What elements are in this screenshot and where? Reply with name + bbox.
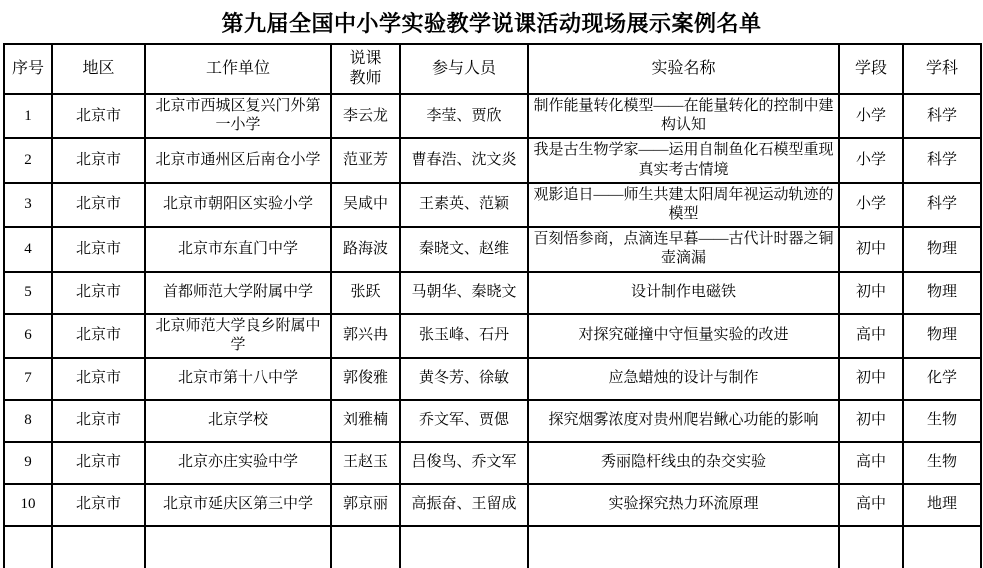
cell-region: 北京市: [52, 358, 145, 400]
table-row: [4, 183, 981, 227]
cell-experiment-name: [528, 526, 839, 568]
header-participants-label: 参与人员: [431, 59, 496, 77]
cell-school-stage: 初中: [839, 358, 903, 400]
cell-serial: 3: [4, 183, 52, 227]
table-body: [4, 94, 981, 526]
cell-serial: 10: [4, 484, 52, 526]
cell-work-unit: 北京市第十八中学: [145, 358, 331, 400]
table-row: [4, 138, 981, 182]
cell-lecture-teacher: 郭京丽: [331, 484, 400, 526]
page-title: 第九届全国中小学实验教学说课活动现场展示案例名单: [221, 11, 762, 36]
header-school-stage: [839, 44, 903, 94]
cell-region: 北京市: [52, 442, 145, 484]
cell-region: 北京市: [52, 400, 145, 442]
cell-work-unit: 北京市东直门中学: [145, 227, 331, 271]
cell-work-unit: 北京学校: [145, 400, 331, 442]
cell-serial: 8: [4, 400, 52, 442]
cell-region: 北京市: [52, 272, 145, 314]
header-subject-label: 学科: [925, 59, 958, 77]
case-list-table: [3, 43, 982, 568]
cell-serial: 1: [4, 94, 52, 138]
cell-participants: 吕俊鸟、乔文军: [400, 442, 528, 484]
table-row: [4, 442, 981, 484]
table-row: [4, 272, 981, 314]
table-header: [4, 44, 981, 94]
header-work-unit-label: 工作单位: [205, 59, 270, 77]
cell-school-stage: [839, 526, 903, 568]
cell-serial: 2: [4, 138, 52, 182]
cell-work-unit: 北京市朝阳区实验小学: [145, 183, 331, 227]
cell-subject: 生物: [903, 442, 981, 484]
cell-school-stage: 小学: [839, 94, 903, 138]
cell-region: 北京市: [52, 484, 145, 526]
cell-region: 北京市: [52, 227, 145, 271]
cell-participants: 黄冬芳、徐敏: [400, 358, 528, 400]
cell-subject: 地理: [903, 484, 981, 526]
cell-region: 北京市: [52, 314, 145, 358]
table-row: [4, 227, 981, 271]
cell-serial: 5: [4, 272, 52, 314]
cell-school-stage: 小学: [839, 138, 903, 182]
cell-region: 北京市: [52, 138, 145, 182]
cell-lecture-teacher: 刘雅楠: [331, 400, 400, 442]
cell-participants: 曹春浩、沈文炎: [400, 138, 528, 182]
cell-subject: 生物: [903, 400, 981, 442]
cell-participants: 高振奋、王留成: [400, 484, 528, 526]
cell-subject: [903, 526, 981, 568]
cell-participants: 秦晓文、赵维: [400, 227, 528, 271]
header-work-unit: [145, 44, 331, 94]
cell-lecture-teacher: 王赵玉: [331, 442, 400, 484]
cell-experiment-name: 百刻悟参商，点滴连早暮——古代计时器之铜壶滴漏: [528, 227, 839, 271]
cell-region: [52, 526, 145, 568]
cell-serial: [4, 526, 52, 568]
cell-subject: 化学: [903, 358, 981, 400]
cell-lecture-teacher: 郭俊雅: [331, 358, 400, 400]
cell-work-unit: 首都师范大学附属中学: [145, 272, 331, 314]
header-serial-label: 序号: [11, 59, 44, 77]
table-row: [4, 358, 981, 400]
cell-lecture-teacher: 路海波: [331, 227, 400, 271]
header-region: [52, 44, 145, 94]
header-serial: [4, 44, 52, 94]
cell-serial: 6: [4, 314, 52, 358]
partial-next-row: [4, 526, 981, 568]
cell-work-unit: 北京市西城区复兴门外第一小学: [145, 94, 331, 138]
cell-work-unit: 北京亦庄实验中学: [145, 442, 331, 484]
cell-lecture-teacher: 吴咸中: [331, 183, 400, 227]
cell-serial: 9: [4, 442, 52, 484]
header-lecture-teacher-label: 说课教师: [349, 49, 382, 87]
header-region-label: 地区: [82, 59, 115, 77]
cell-serial: 7: [4, 358, 52, 400]
cell-experiment-name: 探究烟雾浓度对贵州爬岩鳅心功能的影响: [528, 400, 839, 442]
cell-participants: 李莹、贾欣: [400, 94, 528, 138]
table-row: [4, 314, 981, 358]
cell-school-stage: 高中: [839, 484, 903, 526]
cell-experiment-name: 制作能量转化模型——在能量转化的控制中建构认知: [528, 94, 839, 138]
header-subject: [903, 44, 981, 94]
cell-subject: 科学: [903, 183, 981, 227]
cell-subject: 科学: [903, 138, 981, 182]
cell-work-unit: 北京市通州区后南仓小学: [145, 138, 331, 182]
cell-experiment-name: 应急蜡烛的设计与制作: [528, 358, 839, 400]
cell-school-stage: 初中: [839, 272, 903, 314]
cell-subject: 物理: [903, 227, 981, 271]
header-lecture-teacher: [331, 44, 400, 94]
cell-lecture-teacher: 范亚芳: [331, 138, 400, 182]
cell-work-unit: 北京市延庆区第三中学: [145, 484, 331, 526]
cell-lecture-teacher: [331, 526, 400, 568]
cell-experiment-name: 对探究碰撞中守恒量实验的改进: [528, 314, 839, 358]
cell-participants: 乔文军、贾偲: [400, 400, 528, 442]
cell-work-unit: [145, 526, 331, 568]
cell-subject: 物理: [903, 272, 981, 314]
table-body-partial: [4, 526, 981, 568]
cell-experiment-name: 观影追日——师生共建太阳周年视运动轨迹的模型: [528, 183, 839, 227]
cell-subject: 科学: [903, 94, 981, 138]
cell-school-stage: 初中: [839, 227, 903, 271]
cell-region: 北京市: [52, 183, 145, 227]
cell-region: 北京市: [52, 94, 145, 138]
cell-experiment-name: 设计制作电磁铁: [528, 272, 839, 314]
table-row: [4, 484, 981, 526]
header-school-stage-label: 学段: [854, 59, 887, 77]
cell-school-stage: 高中: [839, 314, 903, 358]
cell-subject: 物理: [903, 314, 981, 358]
cell-school-stage: 高中: [839, 442, 903, 484]
cell-experiment-name: 秀丽隐杆线虫的杂交实验: [528, 442, 839, 484]
cell-experiment-name: 实验探究热力环流原理: [528, 484, 839, 526]
cell-lecture-teacher: 张跃: [331, 272, 400, 314]
header-participants: [400, 44, 528, 94]
header-experiment-name-label: 实验名称: [651, 59, 716, 77]
cell-serial: 4: [4, 227, 52, 271]
cell-participants: 马朝华、秦晓文: [400, 272, 528, 314]
table-row: [4, 94, 981, 138]
table-row: [4, 400, 981, 442]
cell-participants: [400, 526, 528, 568]
cell-participants: 张玉峰、石丹: [400, 314, 528, 358]
cell-lecture-teacher: 郭兴冉: [331, 314, 400, 358]
cell-participants: 王素英、范颖: [400, 183, 528, 227]
cell-work-unit: 北京师范大学良乡附属中学: [145, 314, 331, 358]
cell-school-stage: 初中: [839, 400, 903, 442]
header-experiment-name: [528, 44, 839, 94]
cell-experiment-name: 我是古生物学家——运用自制鱼化石模型重现真实考古情境: [528, 138, 839, 182]
header-row: [4, 44, 981, 94]
cell-lecture-teacher: 李云龙: [331, 94, 400, 138]
cell-school-stage: 小学: [839, 183, 903, 227]
